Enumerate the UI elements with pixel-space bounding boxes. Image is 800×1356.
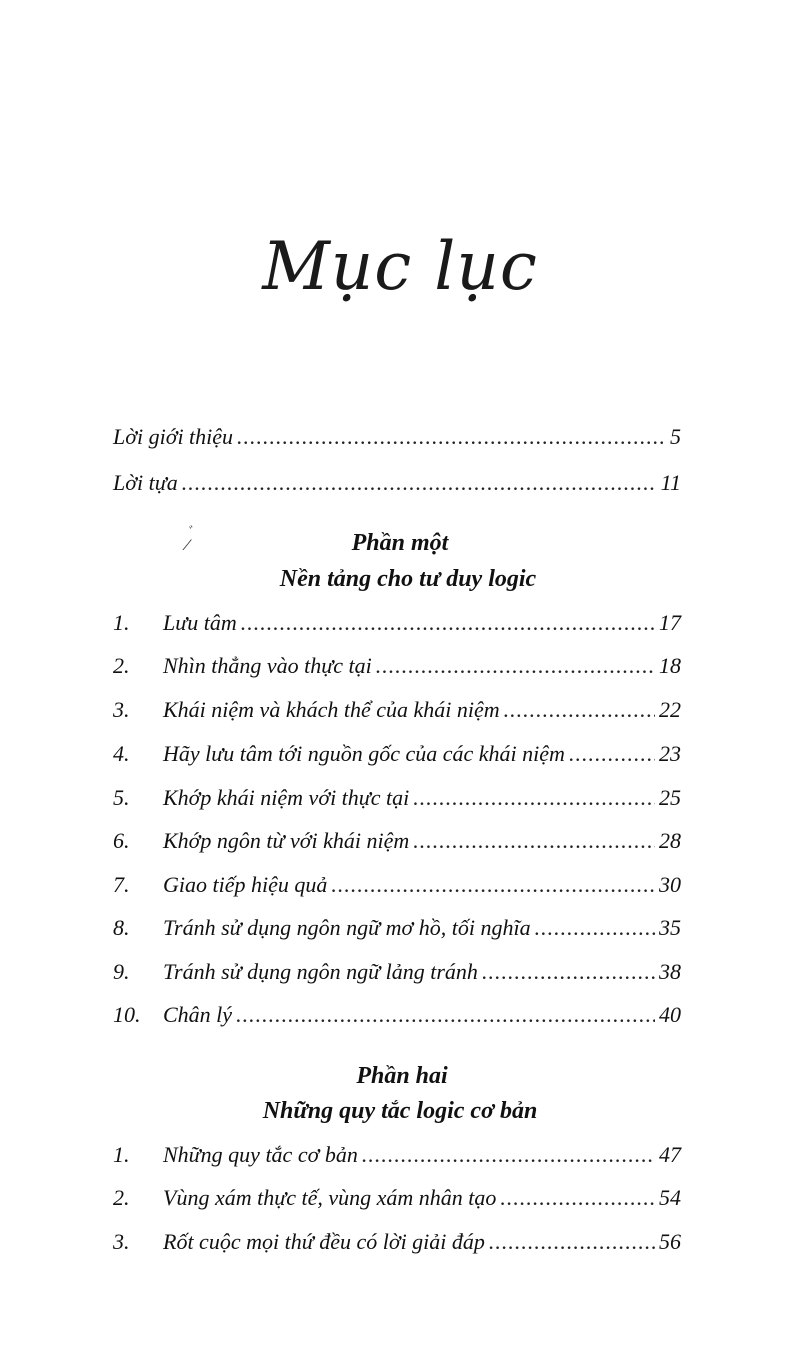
toc-entry[interactable]: [113, 785, 681, 819]
toc-page-number: 47: [659, 1142, 681, 1167]
toc-entry-label: Chân lý: [163, 1002, 233, 1027]
toc-entry-label: Giao tiếp hiệu quả: [163, 872, 328, 897]
part-one-subtitle: Nền tảng cho tư duy logic: [279, 566, 537, 592]
part-two-heading: Phần hai: [356, 1063, 448, 1089]
toc-entry-label: Lời giới thiệu: [113, 424, 234, 449]
toc-entry[interactable]: [113, 697, 681, 731]
toc-entry[interactable]: [113, 610, 681, 644]
toc-page-number: 18: [659, 653, 681, 678]
toc-page-number: 54: [659, 1185, 681, 1210]
toc-entry-label: Nhìn thẳng vào thực tại: [163, 653, 372, 678]
toc-page-number: 38: [659, 959, 681, 984]
toc-entry-number: 3.: [113, 697, 130, 722]
toc-entry-label: Khái niệm và khách thể của khái niệm: [163, 697, 500, 722]
toc-page-number: 5: [670, 424, 681, 449]
toc-entry-number: 8.: [113, 915, 130, 940]
part-one-heading: Phần một: [351, 530, 449, 556]
toc-entry-label: Những quy tắc cơ bản: [163, 1142, 358, 1167]
toc-entry-label: Tránh sử dụng ngôn ngữ lảng tránh: [163, 959, 478, 984]
print-mark: ⁄: [186, 538, 189, 554]
toc-entry-number: 1.: [113, 1142, 130, 1167]
toc-entry[interactable]: [113, 1185, 681, 1219]
toc-entry[interactable]: [113, 1229, 681, 1263]
toc-entry-number: 3.: [113, 1229, 130, 1254]
toc-entry-intro[interactable]: [113, 424, 681, 458]
print-mark: ﾞ: [186, 525, 193, 541]
toc-entry-number: 5.: [113, 785, 130, 810]
toc-entry-number: 2.: [113, 653, 130, 678]
toc-entry-label: Rốt cuộc mọi thứ đều có lời giải đáp: [163, 1229, 485, 1254]
toc-entry[interactable]: [113, 1142, 681, 1176]
leader-dots: [504, 697, 655, 723]
leader-dots: [413, 785, 655, 811]
toc-entry-label: Khớp ngôn từ với khái niệm: [163, 828, 410, 853]
toc-entry-label: Khớp khái niệm với thực tại: [163, 785, 410, 810]
toc-page-number: 56: [659, 1229, 681, 1254]
leader-dots: [376, 653, 655, 679]
toc-entry[interactable]: [113, 1002, 681, 1036]
toc-entry-number: 10.: [113, 1002, 141, 1027]
toc-entry[interactable]: [113, 741, 681, 775]
toc-entry-label: Lưu tâm: [163, 610, 237, 635]
leader-dots: [241, 610, 655, 636]
toc-page-number: 23: [659, 741, 681, 766]
leader-dots: [535, 915, 655, 941]
leader-dots: [500, 1185, 655, 1211]
toc-entry[interactable]: [113, 915, 681, 949]
leader-dots: [236, 1002, 655, 1028]
toc-page-number: 17: [659, 610, 681, 635]
page-title: Mục lục: [262, 228, 538, 305]
leader-dots: [182, 470, 657, 496]
toc-entry[interactable]: [113, 959, 681, 993]
toc-page-number: 25: [659, 785, 681, 810]
leader-dots: [569, 741, 655, 767]
toc-entry-number: 2.: [113, 1185, 130, 1210]
toc-entry-preface[interactable]: [113, 470, 681, 504]
toc-entry-label: Lời tựa: [113, 470, 178, 495]
toc-page-number: 28: [659, 828, 681, 853]
leader-dots: [331, 872, 655, 898]
leader-dots: [413, 828, 655, 854]
toc-entry-number: 7.: [113, 872, 130, 897]
toc-page-number: 40: [659, 1002, 681, 1027]
leader-dots: [482, 959, 655, 985]
toc-entry-number: 6.: [113, 828, 130, 853]
toc-entry-number: 1.: [113, 610, 130, 635]
toc-page-number: 22: [659, 697, 681, 722]
toc-entry-label: Hãy lưu tâm tới nguồn gốc của các khái niệm: [163, 741, 565, 766]
toc-entry[interactable]: [113, 653, 681, 687]
toc-entry[interactable]: [113, 872, 681, 906]
toc-entry[interactable]: [113, 828, 681, 862]
toc-entry-number: 4.: [113, 741, 130, 766]
toc-entry-label: Tránh sử dụng ngôn ngữ mơ hồ, tối nghĩa: [163, 915, 531, 940]
toc-page-number: 11: [660, 470, 681, 495]
leader-dots: [489, 1229, 655, 1255]
toc-entry-label: Vùng xám thực tế, vùng xám nhân tạo: [163, 1185, 497, 1210]
toc-entry-number: 9.: [113, 959, 130, 984]
toc-page-number: 35: [659, 915, 681, 940]
part-two-subtitle: Những quy tắc logic cơ bản: [262, 1098, 538, 1124]
leader-dots: [237, 424, 666, 450]
leader-dots: [362, 1142, 655, 1168]
toc-page-number: 30: [659, 872, 681, 897]
